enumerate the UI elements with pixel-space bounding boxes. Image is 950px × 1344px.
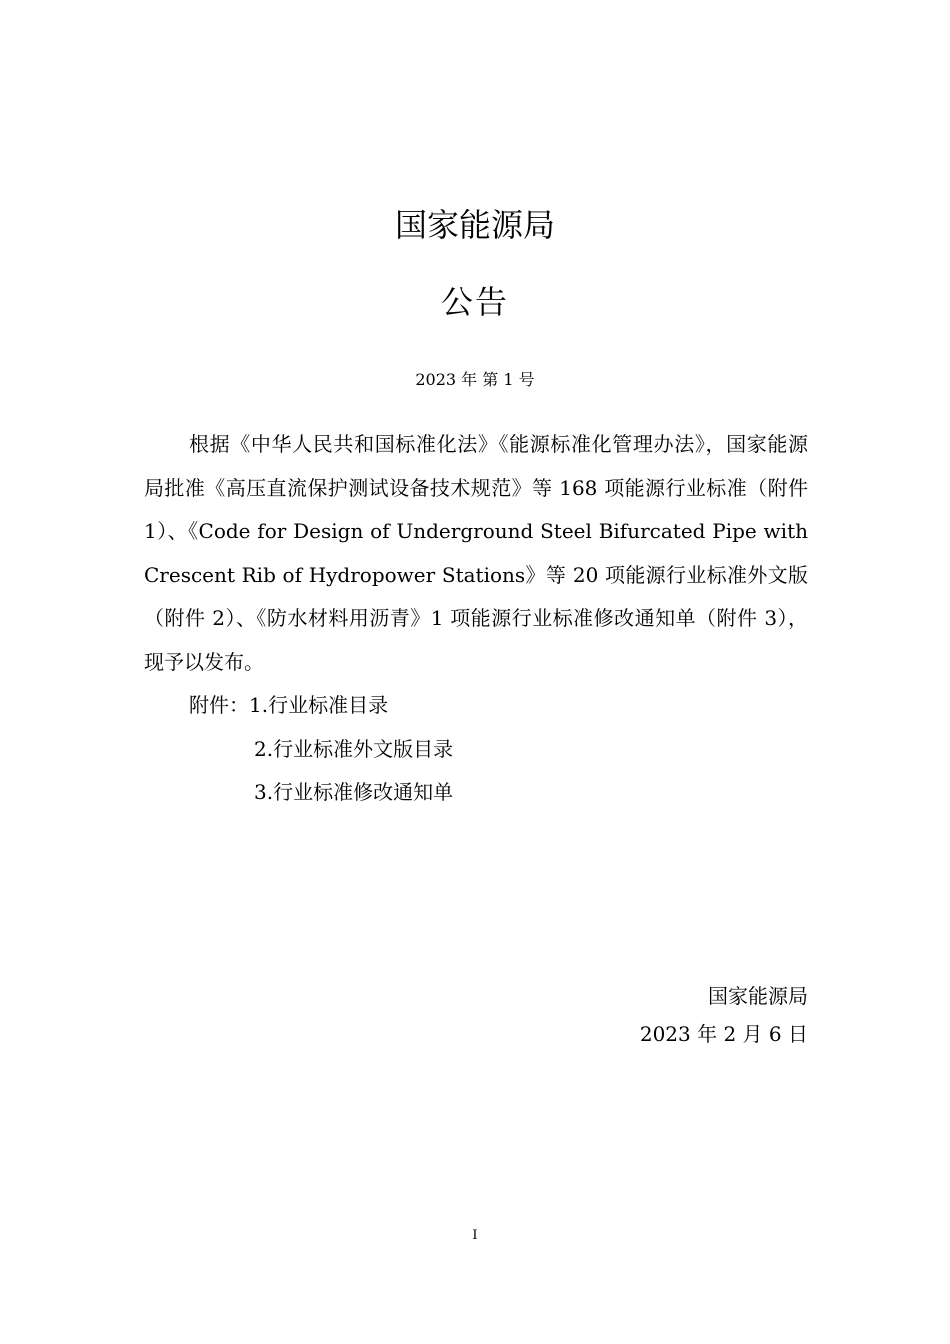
attachments-label: 附件： (189, 693, 249, 717)
attachment-text: 3.行业标准修改通知单 (254, 780, 454, 804)
notice-number: 2023 年 第 1 号 (415, 370, 535, 389)
attachment-text: 1.行业标准目录 (249, 693, 389, 717)
body-paragraph: 根据《中华人民共和国标准化法》《能源标准化管理办法》，国家能源局批准《高压直流保护测试设备技术规范》等 168 项能源行业标准（附件 1）、《Code for Design of Underground Steel Bifurcated Pipe with Crescent Rib of Hydropower Stations》等 20 项能源行业标准外文版（附件 2）、《防水材料用沥青》1 项能源行业标准修改通知单（附件 3），现予以发布。 (144, 432, 808, 674)
notice-title: 公告 (440, 283, 509, 321)
page-number: I (472, 1228, 478, 1243)
attachment-item-2 (144, 728, 808, 772)
attachment-item-1 (144, 684, 808, 728)
attachment-item-3 (144, 771, 808, 815)
notice-body (144, 423, 808, 815)
signature-name: 国家能源局 (708, 984, 808, 1008)
attachment-text: 2.行业标准外文版目录 (254, 736, 454, 761)
signature-date: 2023 年 2 月 6 日 (639, 1022, 808, 1046)
issuer-heading: 国家能源局 (394, 206, 555, 244)
